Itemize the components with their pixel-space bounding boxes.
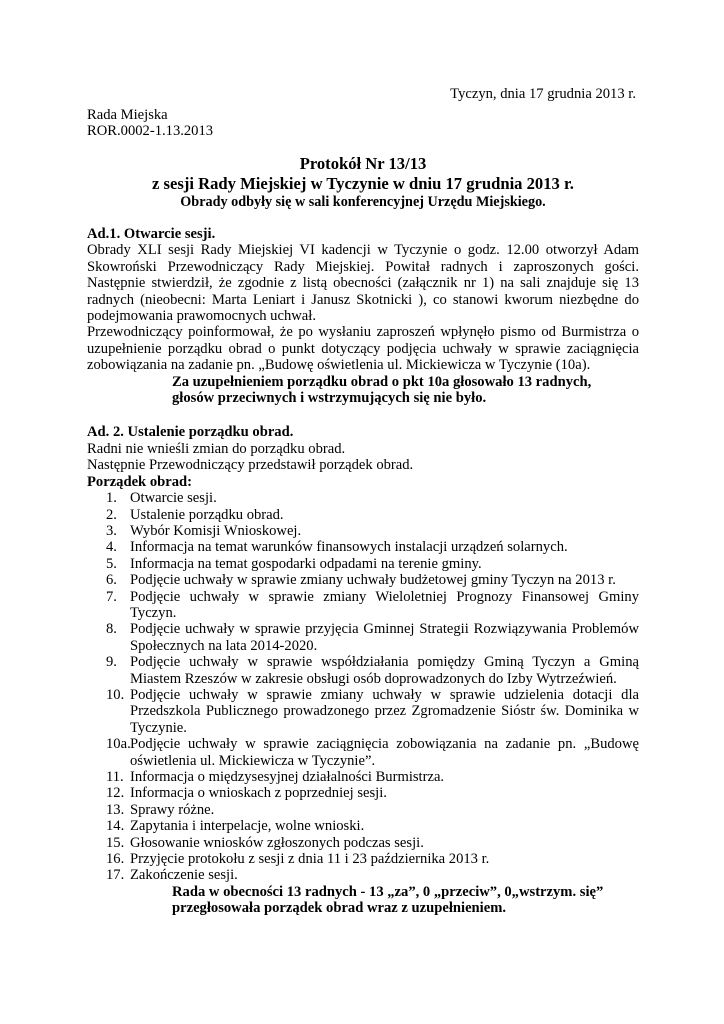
agenda-item-number: 10a. [106, 736, 131, 753]
document-header [87, 107, 213, 140]
agenda-item-text: Podjęcie uchwały w sprawie przyjęcia Gminnej Strategii Rozwiązywania Problemów Społecznych na lata 2014-2020. [130, 621, 639, 654]
agenda-list [87, 490, 639, 884]
agenda-item [87, 818, 639, 834]
agenda-item-text: Podjęcie uchwały w sprawie współdziałania pomiędzy Gminą Tyczyn a Gminą Miastem Rzeszów w zakresie obsługi osób doprowadzonych do Izby Wytrzeźwień. [130, 654, 639, 687]
agenda-item-number: 4. [106, 539, 117, 556]
ad2-presentation-note: Następnie Przewodniczący przedstawił porządek obrad. [87, 457, 414, 474]
agenda-item-number: 3. [106, 522, 117, 539]
agenda-item-text: Zakończenie sesji. [130, 867, 238, 884]
agenda-item [87, 736, 639, 769]
agenda-item-number: 16. [106, 851, 125, 868]
document-date: Tyczyn, dnia 17 grudnia 2013 r. [450, 86, 636, 102]
agenda-item [87, 835, 639, 851]
agenda-item [87, 621, 639, 654]
ad2-no-changes-note: Radni nie wnieśli zmian do porządku obrad. [87, 440, 346, 457]
ad2-vote-result-line1: Rada w obecności 13 radnych - 13 „za”, 0 „przeciw”, 0„wstrzym. się” [172, 883, 604, 900]
agenda-item-text: Podjęcie uchwały w sprawie zmiany uchwały w sprawie udzielenia dotacji dla Przedszkola Publicznego prowadzonego przez Zgromadzenie Sióstr św. Dominika w Tyczynie. [130, 686, 639, 736]
agenda-item [87, 785, 639, 801]
organization-name: Rada Miejska [87, 107, 168, 123]
agenda-item [87, 851, 639, 867]
section-heading-ad1: Ad.1. Otwarcie sesji. [87, 226, 216, 242]
agenda-item-number: 12. [106, 785, 125, 802]
agenda-item-number: 1. [106, 490, 117, 507]
agenda-item-text: Przyjęcie protokołu z sesji z dnia 11 i 23 października 2013 r. [130, 851, 490, 868]
document-body [87, 226, 639, 917]
agenda-item [87, 769, 639, 785]
agenda-item-number: 7. [106, 588, 117, 605]
agenda-item-text: Informacja na temat gospodarki odpadami na terenie gminy. [130, 555, 482, 572]
protocol-title: Protokół Nr 13/13 [299, 154, 427, 173]
agenda-item-text: Podjęcie uchwały w sprawie zmiany Wieloletniej Prognozy Finansowej Gminy Tyczyn. [130, 588, 639, 621]
agenda-item-number: 10. [106, 686, 125, 703]
agenda-item-text: Głosowanie wniosków zgłoszonych podczas sesji. [130, 834, 424, 851]
agenda-item [87, 589, 639, 622]
agenda-item-text: Otwarcie sesji. [130, 490, 217, 507]
agenda-item-text: Informacja na temat warunków finansowych instalacji urządzeń solarnych. [130, 539, 568, 556]
agenda-item [87, 507, 639, 523]
ad1-paragraph-opening: Obrady XLI sesji Rady Miejskiej VI kadencji w Tyczynie o godz. 12.00 otworzył Adam Skowroński Przewodniczący Rady Miejskiej. Powitał radnych i zaproszonych gości. Następnie stwierdził, że zgodnie z listą obecności (załącznik nr 1) na sali znajduje się 13 radnych (nieobecni: Marta Leniart i Janusz Skotnicki ), co stanowi kworum niezbędne do podejmowania prawomocnych uchwał. [87, 242, 639, 325]
agenda-item-number: 2. [106, 506, 117, 523]
agenda-item-text: Podjęcie uchwały w sprawie zaciągnięcia zobowiązania na zadanie pn. „Budowę oświetlenia ul. Mickiewicza w Tyczynie”. [130, 736, 639, 769]
agenda-item [87, 523, 639, 539]
ad1-vote-result-line1: Za uzupełnieniem porządku obrad o pkt 10a głosowało 13 radnych, [172, 373, 592, 390]
agenda-item-text: Ustalenie porządku obrad. [130, 506, 284, 523]
agenda-item-number: 8. [106, 621, 117, 638]
agenda-item-number: 6. [106, 572, 117, 589]
agenda-item-number: 17. [106, 867, 125, 884]
protocol-subtitle: z sesji Rady Miejskiej w Tyczynie w dniu 17 grudnia 2013 r. [152, 174, 574, 193]
agenda-item [87, 687, 639, 736]
agenda-title: Porządek obrad: [87, 473, 192, 490]
agenda-item-text: Podjęcie uchwały w sprawie zmiany uchwały budżetowej gminy Tyczyn na 2013 r. [130, 572, 616, 589]
agenda-item-number: 13. [106, 801, 125, 818]
agenda-item [87, 556, 639, 572]
ad2-vote-result-line2: przegłosowała porządek obrad wraz z uzupełnieniem. [172, 900, 507, 917]
section-heading-ad2: Ad. 2. Ustalenie porządku obrad. [87, 424, 294, 441]
agenda-item-number: 15. [106, 834, 125, 851]
protocol-location: Obrady odbyły się w sali konferencyjnej Urzędu Miejskiego. [180, 194, 546, 210]
agenda-item [87, 572, 639, 588]
ad1-vote-result-line2: głosów przeciwnych i wstrzymujących się nie było. [172, 390, 487, 407]
reference-number: ROR.0002-1.13.2013 [87, 123, 214, 140]
agenda-item [87, 802, 639, 818]
agenda-item-number: 14. [106, 818, 125, 835]
agenda-item-text: Informacja o wnioskach z poprzedniej sesji. [130, 785, 387, 802]
agenda-item-text: Zapytania i interpelacje, wolne wnioski. [130, 818, 365, 835]
agenda-item-number: 5. [106, 555, 117, 572]
agenda-item-number: 9. [106, 654, 117, 671]
agenda-item [87, 654, 639, 687]
ad1-paragraph-request: Przewodniczący poinformował, że po wysłaniu zaproszeń wpłynęło pismo od Burmistrza o uzupełnienie porządku obrad o punkt dotyczący podjęcia uchwały w sprawie zaciągnięcia zobowiązania na zadanie pn. „Budowę oświetlenia ul. Mickiewicza w Tyczynie (10a). [87, 324, 639, 374]
agenda-item-number: 11. [106, 769, 124, 785]
agenda-item [87, 490, 639, 506]
agenda-item [87, 539, 639, 555]
agenda-item-text: Wybór Komisji Wnioskowej. [130, 522, 302, 539]
agenda-item [87, 867, 639, 883]
agenda-item-text: Sprawy różne. [130, 801, 215, 818]
agenda-item-text: Informacja o międzysesyjnej działalności Burmistrza. [130, 769, 445, 785]
section-spacer [87, 406, 639, 424]
